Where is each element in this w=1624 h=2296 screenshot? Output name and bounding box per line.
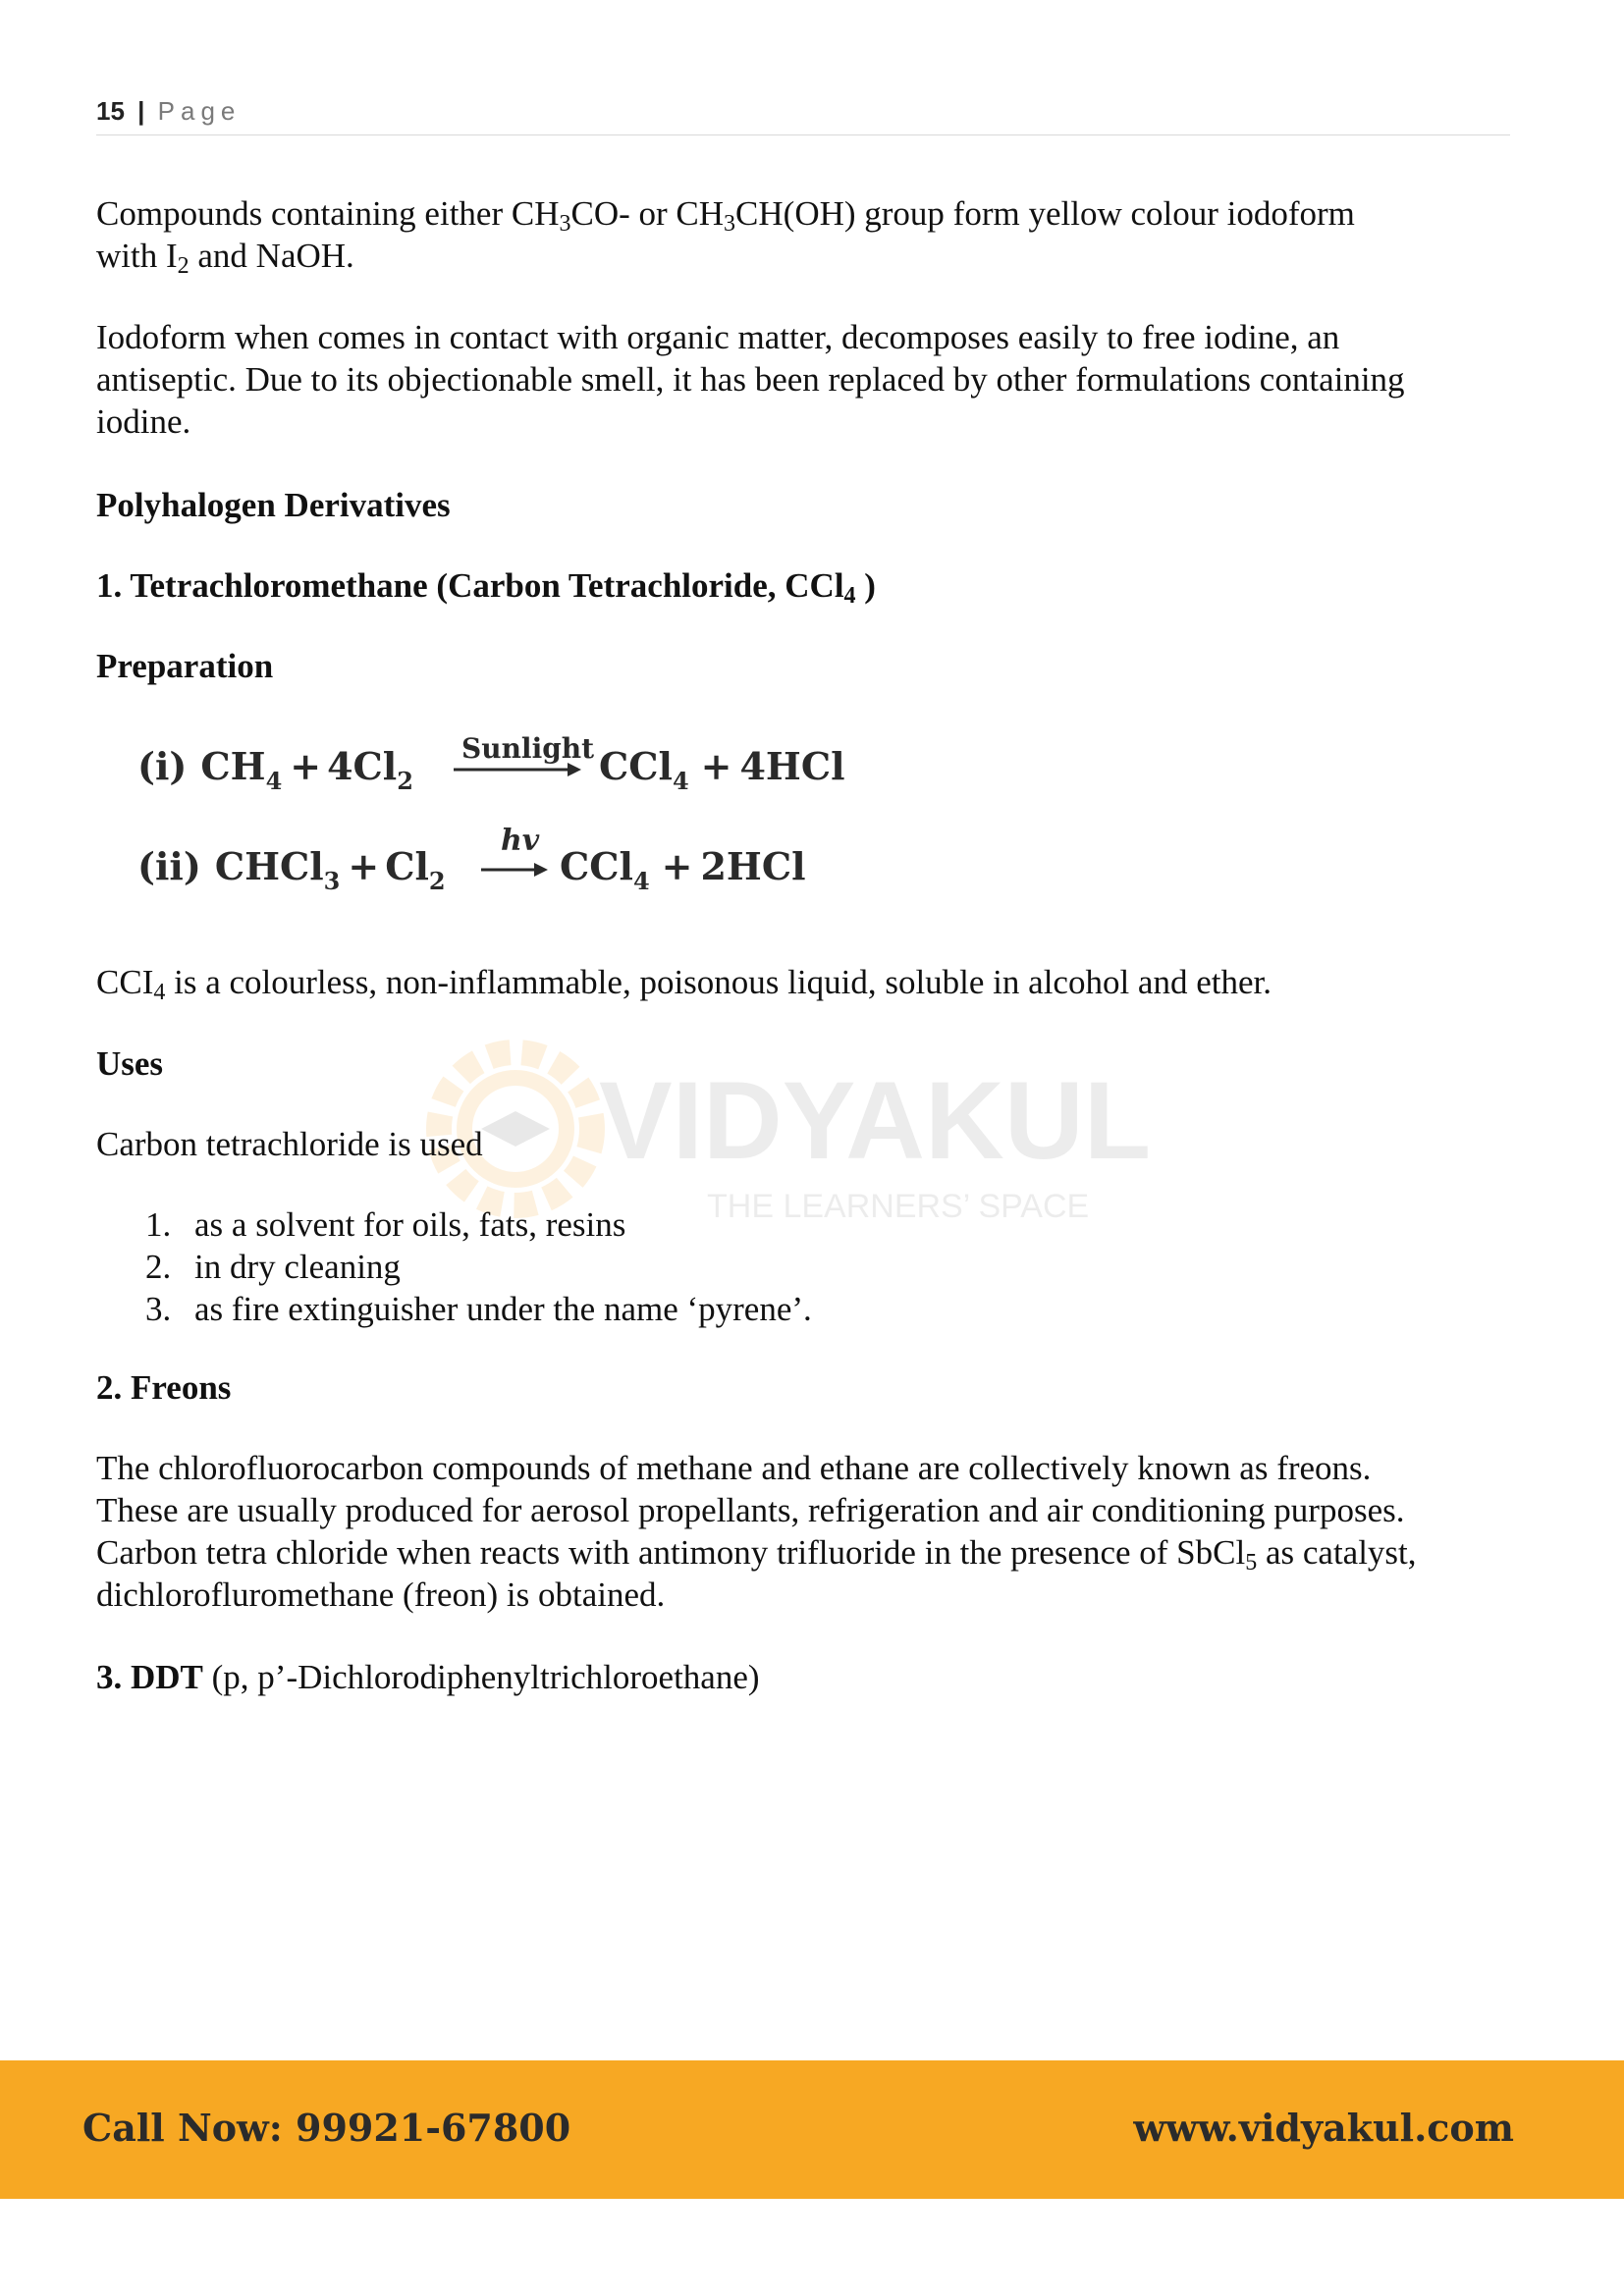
list-item: 3. as fire extinguisher under the name ‘pyrene’. — [145, 1290, 812, 1328]
watermark-tagline: THE LEARNERS’ SPACE — [707, 1188, 1090, 1225]
uses-intro: Carbon tetrachloride is used — [96, 1125, 483, 1163]
freons-paragraph: The chlorofluorocarbon compounds of methane and ethane are collectively known as freons. These are usually produced for aerosol propellants, refrigeration and air conditioning purposes. Carbon tetra chloride when reacts with antimony trifluoride in the presence of SbCl$_5$ as catalyst, dichlorofluromethane (freon) is obtained. — [96, 1449, 1417, 1614]
ccl4-properties: $CCI_4$ is a colourless, non-inflammable, poisonous liquid, soluble in alcohol and ether. — [96, 963, 1272, 1005]
condition-hv: hv — [501, 824, 540, 858]
list-item: 1. as a solvent for oils, fats, resins — [145, 1205, 626, 1244]
header-separator: | — [137, 96, 145, 126]
iodoform-use-paragraph: Iodoform when comes in contact with organic matter, decomposes easily to free iodine, an antiseptic. Due to its objectionable smell, it has been replaced by other formulations containing iodine. — [96, 318, 1405, 441]
iodoform-paragraph: Compounds containing either $CH_3CO-$ or $CH_3CH(OH)$ group form yellow colour iodoform with $I_2$ and NaOH. — [96, 194, 1355, 279]
svg-text:CCl4+4HCl: CCl$_4$ + 4HCl — [599, 744, 845, 795]
footer-banner — [0, 2060, 1624, 2199]
watermark-brand: VIDYAKUL — [599, 1059, 1152, 1182]
list-item: 2. in dry cleaning — [145, 1248, 401, 1286]
svg-text:(ii)CHCl3+Cl2: (ii) CHCl$_3$ + $Cl_2$ — [137, 844, 446, 895]
equation-2 — [137, 821, 923, 899]
heading-polyhalogen: Polyhalogen Derivatives — [96, 486, 451, 524]
equation-1 — [137, 722, 923, 801]
heading-tetrachloromethane: 1. Tetrachloromethane (Carbon Tetrachloride, CCl$_4$ ) — [96, 566, 876, 609]
page-header — [96, 96, 1510, 135]
page-word: Page — [157, 96, 242, 126]
svg-text:CCl4+2HCl: CCl$_4$ + 2HCl — [560, 844, 806, 895]
page-number: 15 — [96, 96, 125, 126]
call-now-text: Call Now: 99921-67800 — [82, 2106, 571, 2150]
condition-sunlight: Sunlight — [461, 732, 595, 765]
ddt-heading: 3. DDT (p, p’-Dichlorodiphenyltrichloroethane) — [96, 1658, 760, 1696]
heading-uses: Uses — [96, 1044, 164, 1083]
svg-text:(i)CH4+4Cl2: (i) $CH_4 + 4Cl_2$ — [137, 744, 413, 795]
heading-preparation: Preparation — [96, 647, 274, 685]
uses-list — [145, 1203, 812, 1330]
website-link[interactable]: www.vidyakul.com — [1133, 2106, 1514, 2150]
heading-freons: 2. Freons — [96, 1368, 232, 1407]
